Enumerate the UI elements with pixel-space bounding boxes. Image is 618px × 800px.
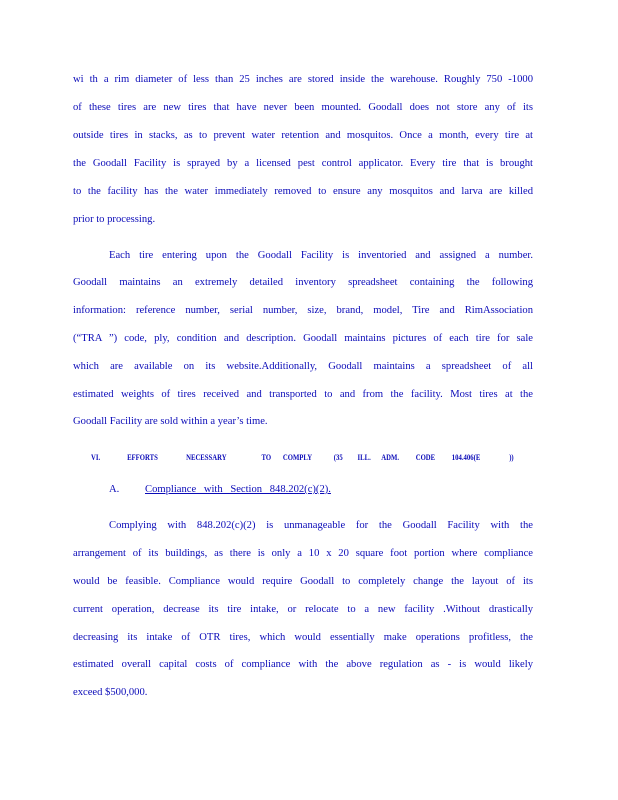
text-line: estimated overall capital costs of compliance with the above regulation as - is would likely (73, 659, 533, 670)
heading-word: 104.406(E (451, 453, 481, 462)
heading-word: ADM. (381, 453, 399, 462)
heading-word: CODE (415, 453, 436, 462)
text-line: Complying with 848.202(c)(2) is unmanageable for the Goodall Facility with the (109, 520, 533, 531)
text-line: prior to processing. (73, 214, 156, 225)
section-number: VI. (91, 453, 101, 462)
text-line: wi th a rim diameter of less than 25 inches are stored inside the warehouse. Roughly 750 -1000 (73, 74, 533, 85)
heading-word: COMPLY (282, 453, 313, 462)
subsection-title: Compliance with Section 848.202(c)(2). (145, 484, 331, 495)
heading-word: EFFORTS (127, 453, 158, 462)
text-line: which are available on its website.Additionally, Goodall maintains a spreadsheet of all (73, 361, 533, 372)
heading-word: NECESSARY (186, 453, 227, 462)
heading-word: ILL. (357, 453, 371, 462)
text-line: (“TRA ”) code, ply, condition and description. Goodall maintains pictures of each tire for sale (73, 333, 533, 344)
text-line: would be feasible. Compliance would require Goodall to completely change the layout of its (73, 576, 533, 587)
text-line: decreasing its intake of OTR tires, which would essentially make operations profitless, the (73, 632, 533, 643)
text-line: outside tires in stacks, as to prevent water retention and mosquitos. Once a month, every tire at (73, 130, 533, 141)
heading-word: (35 (333, 453, 343, 462)
text-line: current operation, decrease its tire intake, or relocate to a new facility .Without drastically (73, 604, 533, 615)
text-line: of these tires are new tires that have never been mounted. Goodall does not store any of its (73, 102, 533, 113)
text-line: estimated weights of tires received and transported to and from the facility. Most tires at the (73, 389, 533, 400)
text-line: information: reference number, serial number, size, brand, model, Tire and RimAssociation (73, 305, 533, 316)
heading-word: )) (509, 453, 514, 462)
text-line: to the facility has the water immediately removed to ensure any mosquitos and larva are killed (73, 186, 533, 197)
subsection-letter: A. (109, 484, 120, 495)
heading-word: TO (261, 453, 272, 462)
text-line: the Goodall Facility is sprayed by a licensed pest control applicator. Every tire that is brought (73, 158, 533, 169)
text-line: Goodall Facility are sold within a year’s time. (73, 416, 268, 427)
text-line: exceed $500,000. (73, 687, 148, 698)
text-line: arrangement of its buildings, as there is only a 10 x 20 square foot portion where compliance (73, 548, 533, 559)
text-line: Goodall maintains an extremely detailed inventory spreadsheet containing the following (73, 277, 533, 288)
text-line: Each tire entering upon the Goodall Facility is inventoried and assigned a number. (109, 250, 533, 261)
